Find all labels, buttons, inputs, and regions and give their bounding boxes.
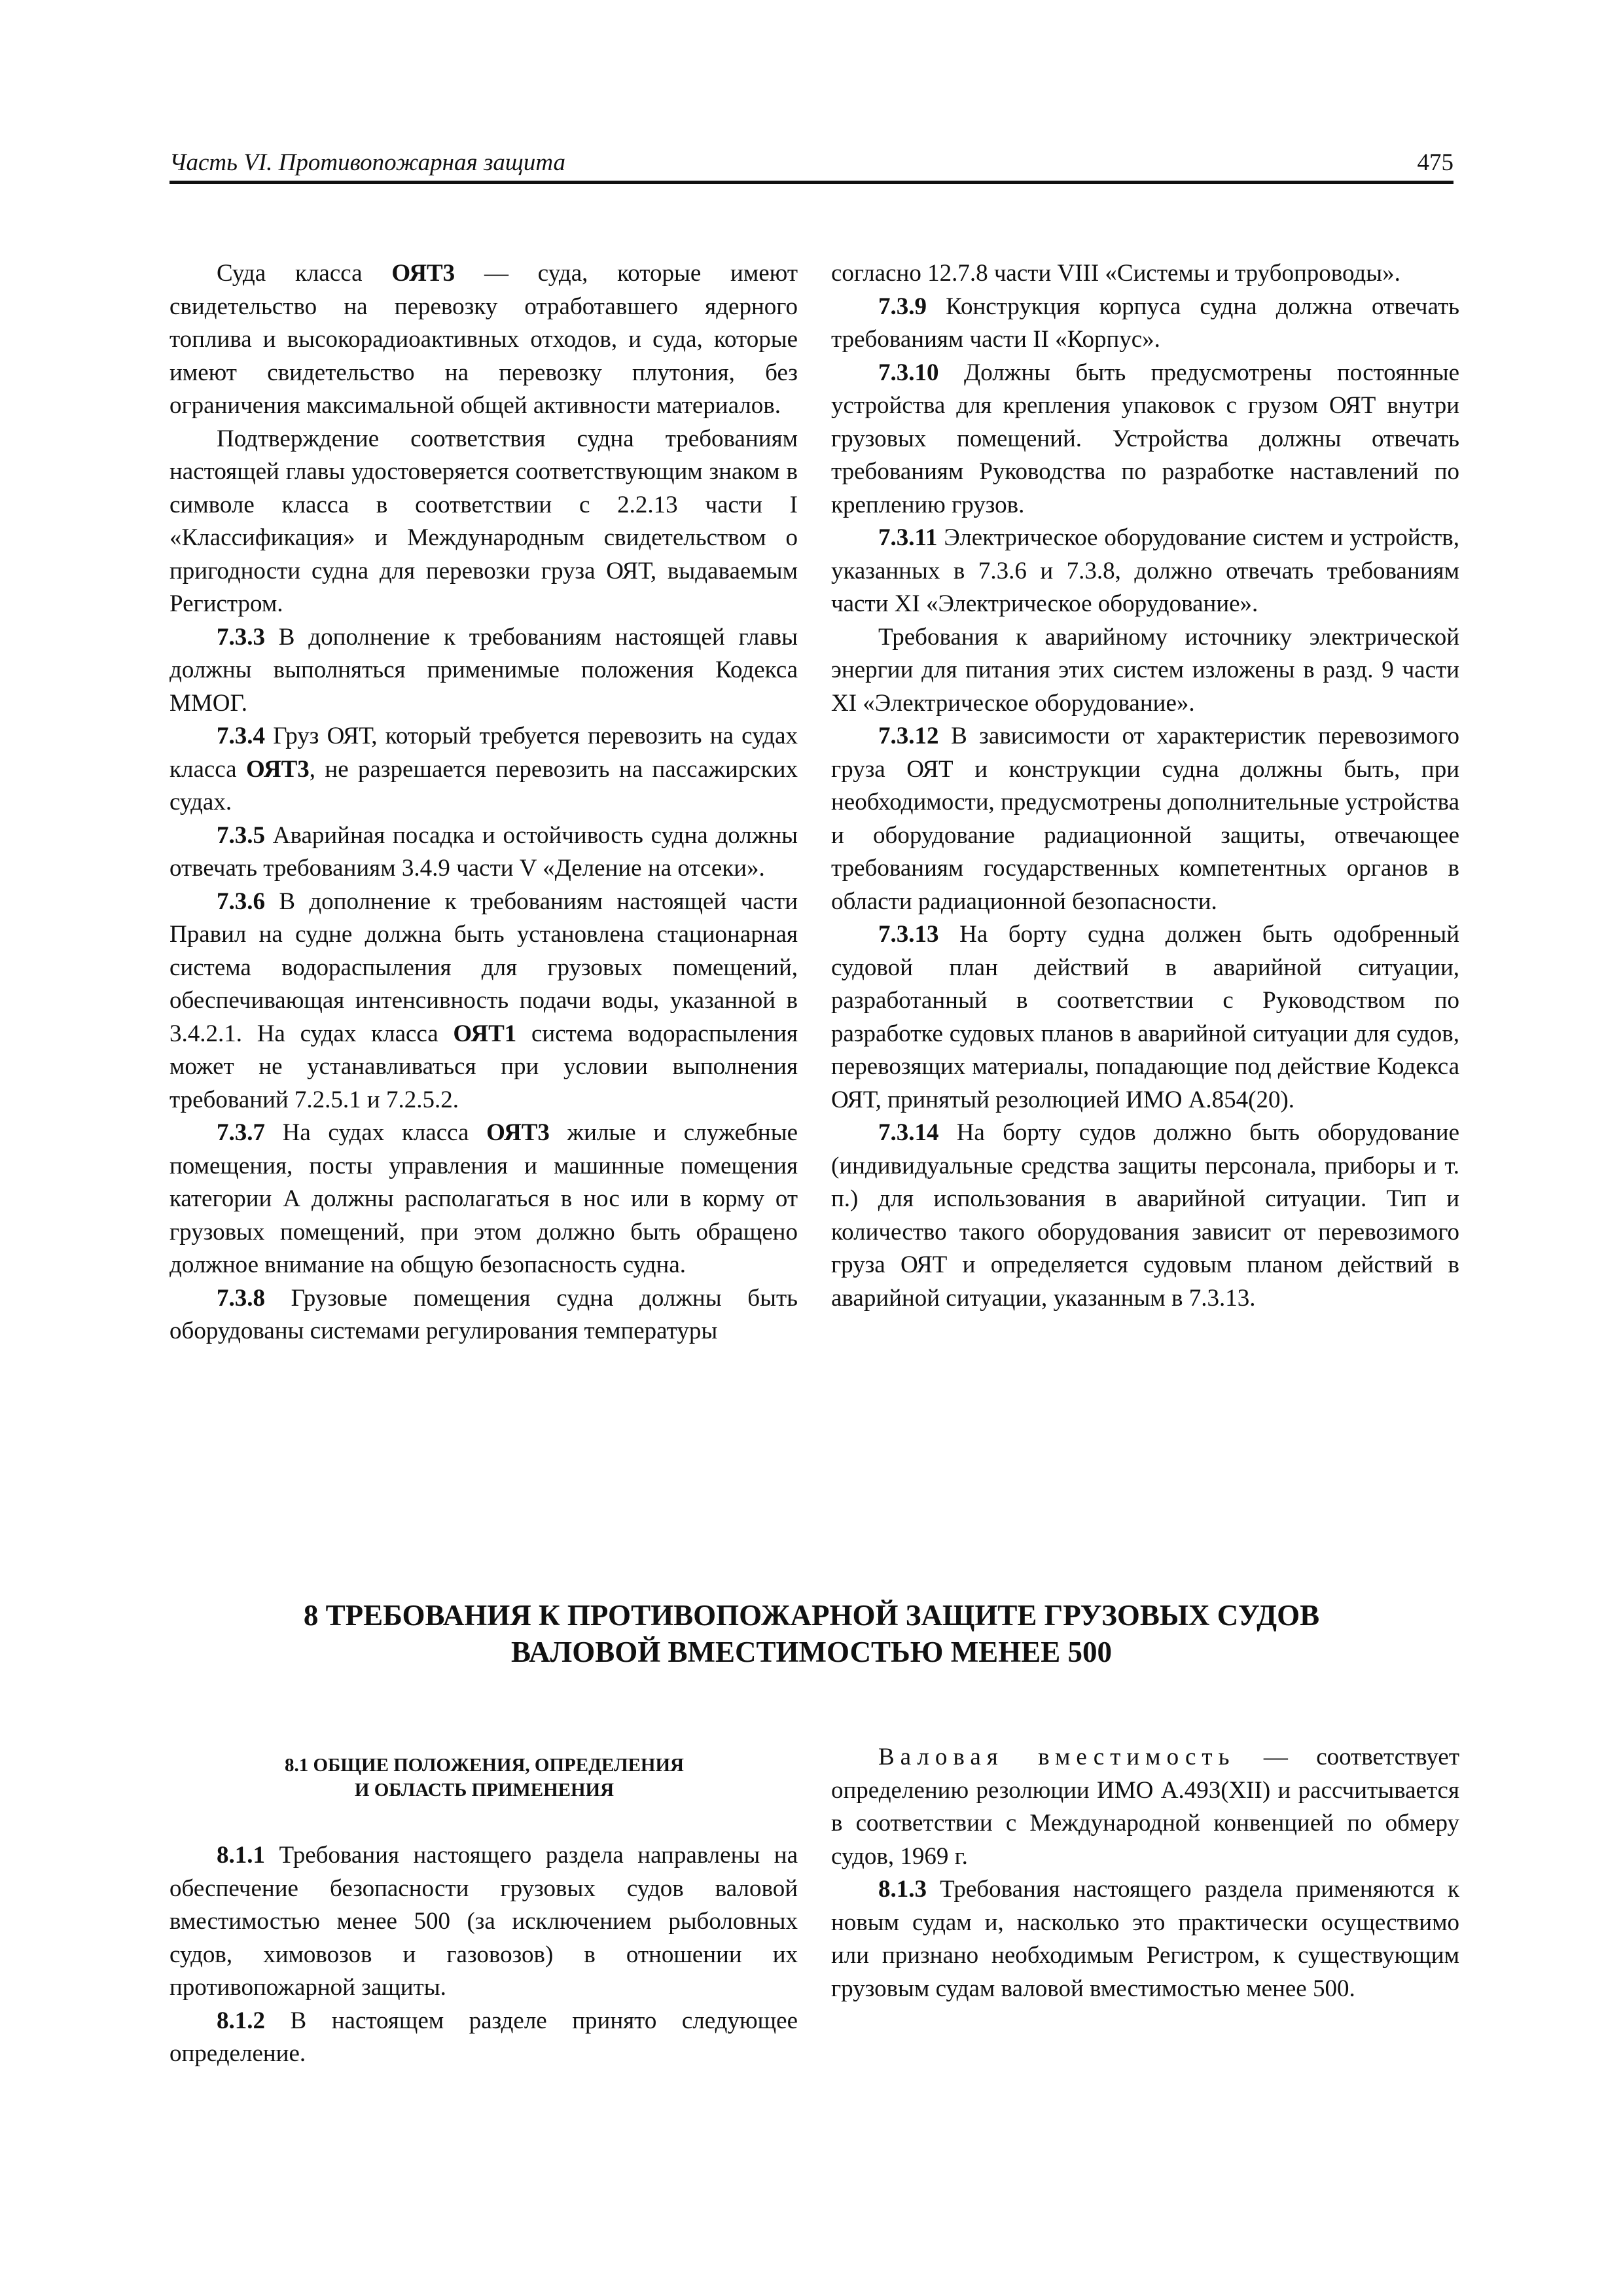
chapter-heading-line: ВАЛОВОЙ ВМЕСТИМОСТЬЮ МЕНЕЕ 500 xyxy=(511,1636,1112,1668)
paragraph: Подтверждение соответствия судна требованиям настоящей главы удостоверяется соответствующим знаком в символе класса в соответствии с 2.2.13 части I «Классификация» и Международным свидетельством о пригодности судна для перевозки груза ОЯТ, выдаваемым Регистром. xyxy=(169,425,798,617)
right-column xyxy=(831,257,1459,1315)
clause-number: 8.1.1 xyxy=(217,1842,265,1869)
clause-number: 7.3.4 xyxy=(217,723,265,749)
section-heading-line: 8.1 ОБЩИЕ ПОЛОЖЕНИЯ, ОПРЕДЕЛЕНИЯ xyxy=(284,1755,684,1776)
chapter-heading xyxy=(169,1597,1454,1670)
paragraph: Требования к аварийному источнику электрической энергии для питания этих систем изложены в разд. 9 части XI «Электрическое оборудование». xyxy=(831,623,1459,717)
defined-term: Валовая вместимость xyxy=(878,1744,1236,1770)
clause-number: 7.3.9 xyxy=(878,293,927,320)
clause-number: 7.3.11 xyxy=(878,524,938,551)
paragraph: 7.3.13 На борту судна должен быть одобренный судовой план действий в аварийной ситуации, разработанный в соответствии с Руководством по разработке судовых планов в аварийной ситуации для судов, перевозящих материалы, попадающие под действие Кодекса ОЯТ, принятый резолюцией ИМО А.854(20). xyxy=(831,921,1459,1113)
paragraph: согласно 12.7.8 части VIII «Системы и трубопроводы». xyxy=(831,260,1400,287)
clause-number: 7.3.7 xyxy=(217,1119,265,1146)
section-heading-line: И ОБЛАСТЬ ПРИМЕНЕНИЯ xyxy=(354,1780,615,1801)
clause-number: 7.3.10 xyxy=(878,359,939,386)
page-number: 475 xyxy=(1417,149,1454,176)
paragraph: 7.3.6 В дополнение к требованиям настоящей части Правил на судне должна быть установлена стационарная система водораспыления для грузовых помещений, обеспечивающая интенсивность подачи воды, указанной в 3.4.2.1. На судах класса ОЯТ1 система водораспыления может не устанавливаться при условии выполнения требований 7.2.5.1 и 7.2.5.2. xyxy=(169,888,798,1113)
paragraph: 7.3.12 В зависимости от характеристик перевозимого груза ОЯТ и конструкции судна должны быть, при необходимости, предусмотрены дополнительные устройства и оборудование радиационной защиты, отвечающее требованиям государственных компетентных органов в области радиационной безопасности. xyxy=(831,723,1459,915)
paragraph: 7.3.14 На борту судов должно быть оборудование (индивидуальные средства защиты персонала, приборы и т. п.) для использования в аварийной ситуации. Тип и количество такого оборудования зависит от перевозимого груза ОЯТ и определяется судовым планом действий в аварийной ситуации, указанным в 7.3.13. xyxy=(831,1119,1459,1312)
clause-number: 8.1.2 xyxy=(217,2007,265,2034)
paragraph: 7.3.7 На судах класса ОЯТ3 жилые и служебные помещения, посты управления и машинные помещения категории А должны располагаться в нос или в корму от грузовых помещений, при этом должно быть обращено должное внимание на общую безопасность судна. xyxy=(169,1119,798,1278)
page-header xyxy=(169,143,1454,184)
left-column-lower xyxy=(169,1839,798,2071)
paragraph: 8.1.2 В настоящем разделе принято следующее определение. xyxy=(169,2007,798,2067)
paragraph: 7.3.4 Груз ОЯТ, который требуется перевозить на судах класса ОЯТ3, не разрешается перевозить на пассажирских судах. xyxy=(169,723,798,816)
left-column xyxy=(169,257,798,1348)
clause-number: 7.3.14 xyxy=(878,1119,939,1146)
right-column-lower xyxy=(831,1741,1459,2005)
paragraph: 7.3.5 Аварийная посадка и остойчивость судна должны отвечать требованиям 3.4.9 части V «Деление на отсеки». xyxy=(169,821,798,882)
paragraph: Суда класса ОЯТ3 — суда, которые имеют свидетельство на перевозку отработавшего ядерного топлива и высокорадиоактивных отходов, и суда, которые имеют свидетельство на перевозку плутония, без ограничения максимальной общей активности материалов. xyxy=(169,260,798,419)
paragraph: 7.3.9 Конструкция корпуса судна должна отвечать требованиям части II «Корпус». xyxy=(831,293,1459,353)
clause-number: 8.1.3 xyxy=(878,1876,927,1903)
paragraph: 8.1.1 Требования настоящего раздела направлены на обеспечение безопасности грузовых судов валовой вместимостью менее 500 (за исключением рыболовных судов, химовозов и газовозов) в отношении их противопожарной защиты. xyxy=(169,1842,798,2001)
clause-number: 7.3.12 xyxy=(878,723,939,749)
paragraph: 7.3.10 Должны быть предусмотрены постоянные устройства для крепления упаковок с грузом ОЯТ внутри грузовых помещений. Устройства должны отвечать требованиям Руководства по разработке наставлений по креплению грузов. xyxy=(831,359,1459,518)
paragraph: 7.3.11 Электрическое оборудование систем и устройств, указанных в 7.3.6 и 7.3.8, должно отвечать требованиям части XI «Электрическое оборудование». xyxy=(831,524,1459,617)
clause-number: 7.3.8 xyxy=(217,1284,265,1312)
paragraph: 7.3.3 В дополнение к требованиям настоящей главы должны выполняться применимые положения Кодекса ММОГ. xyxy=(169,623,798,717)
clause-number: 7.3.13 xyxy=(878,921,939,948)
paragraph: 7.3.8 Грузовые помещения судна должны быть оборудованы системами регулирования температуры xyxy=(169,1284,798,1344)
clause-number: 7.3.3 xyxy=(217,623,265,651)
clause-number: 7.3.6 xyxy=(217,888,265,915)
chapter-heading-line: 8 ТРЕБОВАНИЯ К ПРОТИВОПОЖАРНОЙ ЗАЩИТЕ ГРУЗОВЫХ СУДОВ xyxy=(303,1599,1320,1632)
running-title: Часть VI. Противопожарная защита xyxy=(169,149,566,176)
paragraph: 8.1.3 Требования настоящего раздела применяются к новым судам и, насколько это практически осуществимо или признано необходимым Регистром, к существующим грузовым судам валовой вместимостью менее 500. xyxy=(831,1876,1459,2002)
section-heading xyxy=(236,1753,733,1803)
paragraph: Валовая вместимость — соответствует определению резолюции ИМО А.493(XII) и рассчитывается в соответствии с Международной конвенцией по обмеру судов, 1969 г. xyxy=(831,1744,1459,1870)
clause-number: 7.3.5 xyxy=(217,821,265,849)
